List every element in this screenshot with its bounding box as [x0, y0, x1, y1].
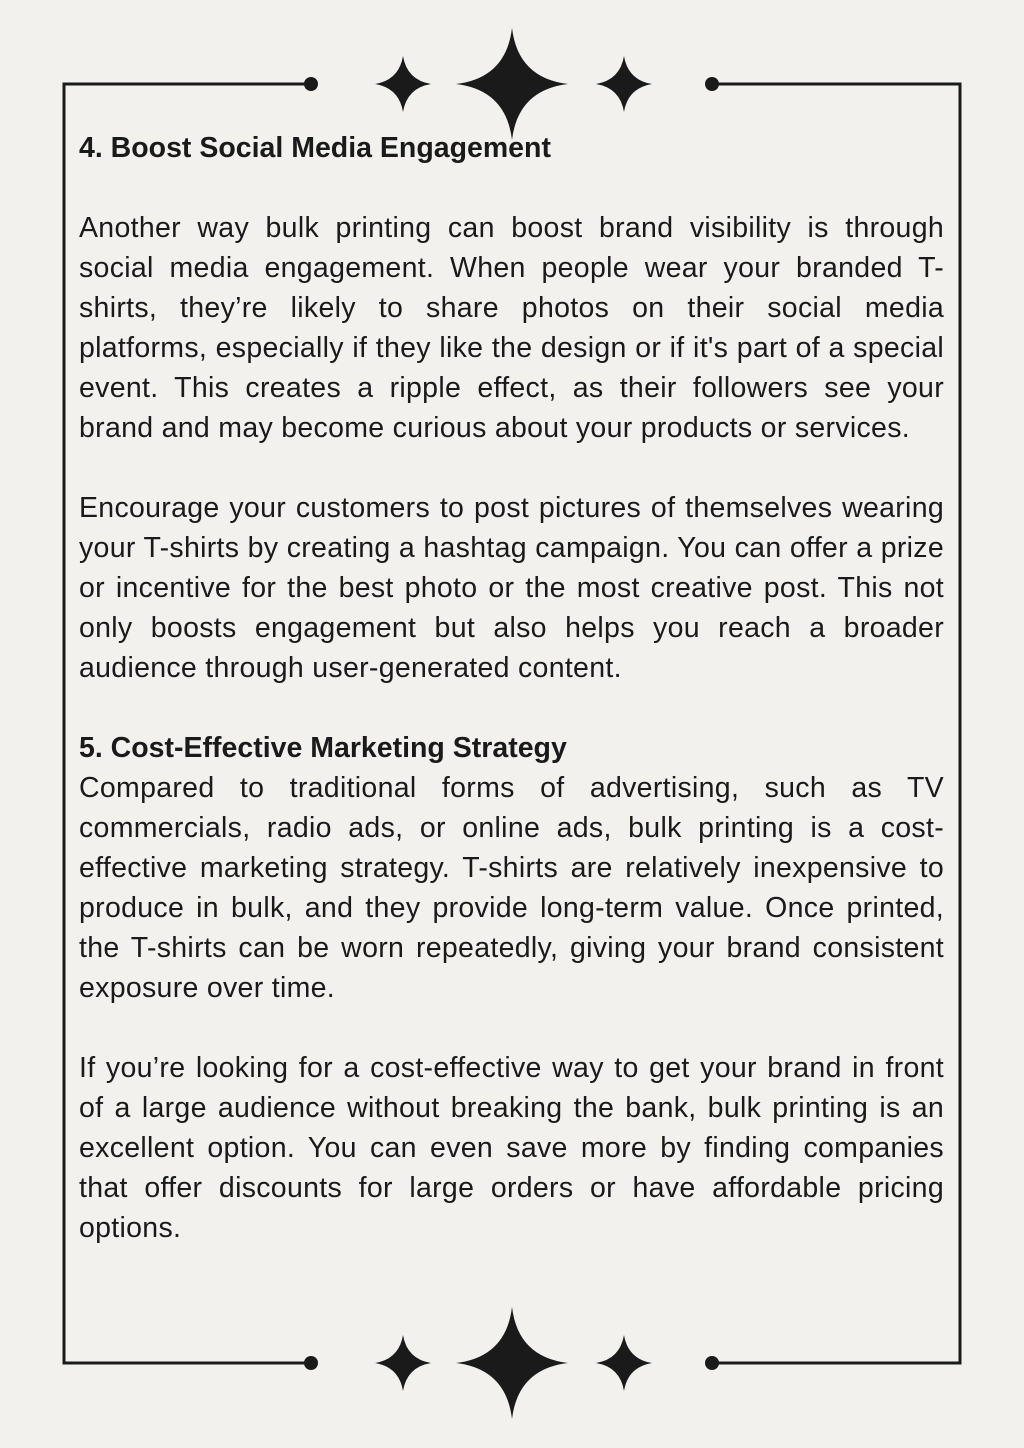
- section-4-heading: 4. Boost Social Media Engagement: [79, 132, 551, 164]
- section-4-paragraph-1: Another way bulk printing can boost brand visibility is through social media engagement. When people wear your branded T-shirts, they’re likely to share photos on their social media platforms, especially if they like the design or if it's part of a special event. This creates a ripple effect, as their followers see your brand and may become curious about your products or services.: [79, 212, 944, 444]
- section-5-heading: 5. Cost-Effective Marketing Strategy: [79, 732, 567, 764]
- section-4-paragraph-2: Encourage your customers to post pictures of themselves wearing your T-shirts by creating a hashtag campaign. You can offer a prize or incentive for the best photo or the most creative post. This not only boosts engagement but also helps you reach a broader audience through user-generated content.: [79, 492, 944, 684]
- top-stars-icon: [375, 28, 652, 140]
- spacer: [79, 1008, 944, 1048]
- section-5-paragraph-1: Compared to traditional forms of advertising, such as TV commercials, radio ads, or online ads, bulk printing is a cost-effective marketing strategy. T-shirts are relatively inexpensive to produce in bulk, and they provide long-term value. Once printed, the T-shirts can be worn repeatedly, giving your brand consistent exposure over time.: [79, 772, 944, 1004]
- spacer: [79, 688, 944, 728]
- spacer: [79, 168, 944, 208]
- article-body: [79, 128, 944, 1248]
- section-5-paragraph-2: If you’re looking for a cost-effective way to get your brand in front of a large audience without breaking the bank, bulk printing is an excellent option. You can even save more by finding companies that offer discounts for large orders or have affordable pricing options.: [79, 1052, 944, 1244]
- bottom-stars-icon: [375, 1307, 652, 1419]
- spacer: [79, 448, 944, 488]
